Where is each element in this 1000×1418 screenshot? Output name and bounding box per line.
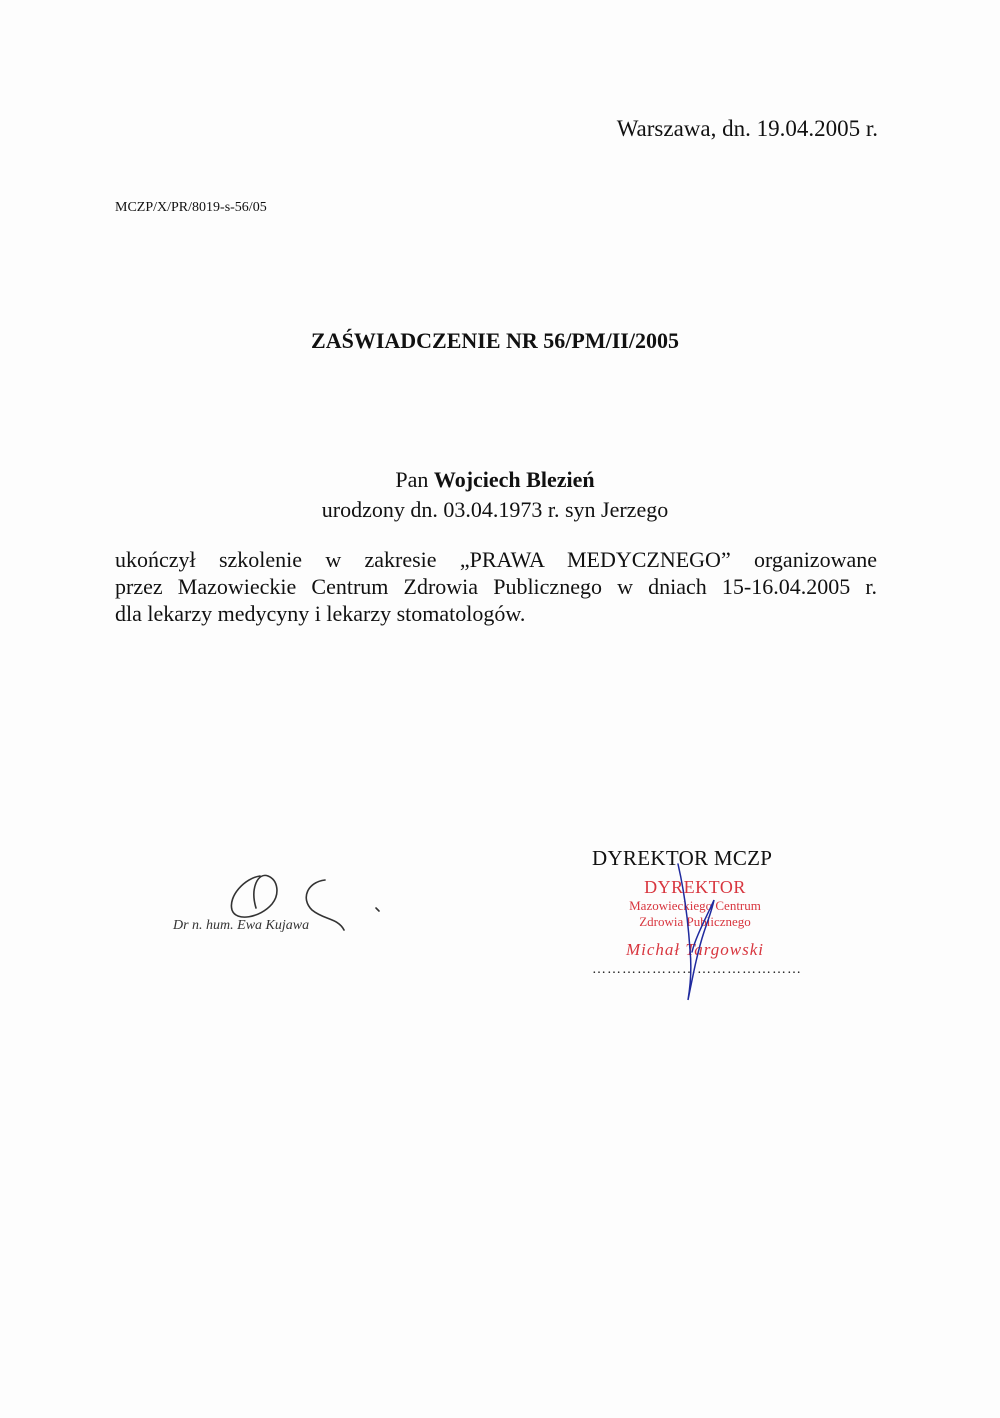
recipient-block — [0, 465, 990, 525]
left-signatory-stamp: Dr n. hum. Ewa Kujawa — [173, 918, 310, 933]
body-line-3: dla lekarzy medycyny i lekarzy stomatologów. — [115, 601, 526, 626]
body-paragraph — [115, 546, 877, 627]
recipient-details: urodzony dn. 03.04.1973 r. syn Jerzego — [321, 497, 669, 522]
stamp-name: Michał Targowski — [625, 940, 764, 959]
recipient-name: Wojciech Blezień — [433, 467, 595, 492]
recipient-line — [0, 465, 990, 495]
stamp-title: DYREKTOR — [644, 877, 746, 897]
signature-dotted-line: …………………………………… — [592, 962, 802, 977]
recipient-prefix: Pan — [395, 467, 434, 492]
stamp-institution-line-2: Zdrowia Publicznego — [639, 914, 751, 929]
body-line-2: przez Mazowieckie Centrum Zdrowia Publicznego w dniach 15-16.04.2005 r. — [115, 574, 877, 599]
stamp-institution-line-1: Mazowieckiego Centrum — [629, 898, 761, 913]
document-title: ZAŚWIADCZENIE NR 56/PM/II/2005 — [311, 328, 679, 353]
reference-number: MCZP/X/PR/8019-s-56/05 — [115, 200, 267, 215]
body-line-1: ukończył szkolenie w zakresie „PRAWA MEDYCZNEGO” organizowane — [115, 547, 877, 572]
director-stamp — [560, 876, 830, 960]
director-title: DYREKTOR MCZP — [592, 846, 773, 870]
place-and-date: Warszawa, dn. 19.04.2005 r. — [616, 116, 878, 141]
